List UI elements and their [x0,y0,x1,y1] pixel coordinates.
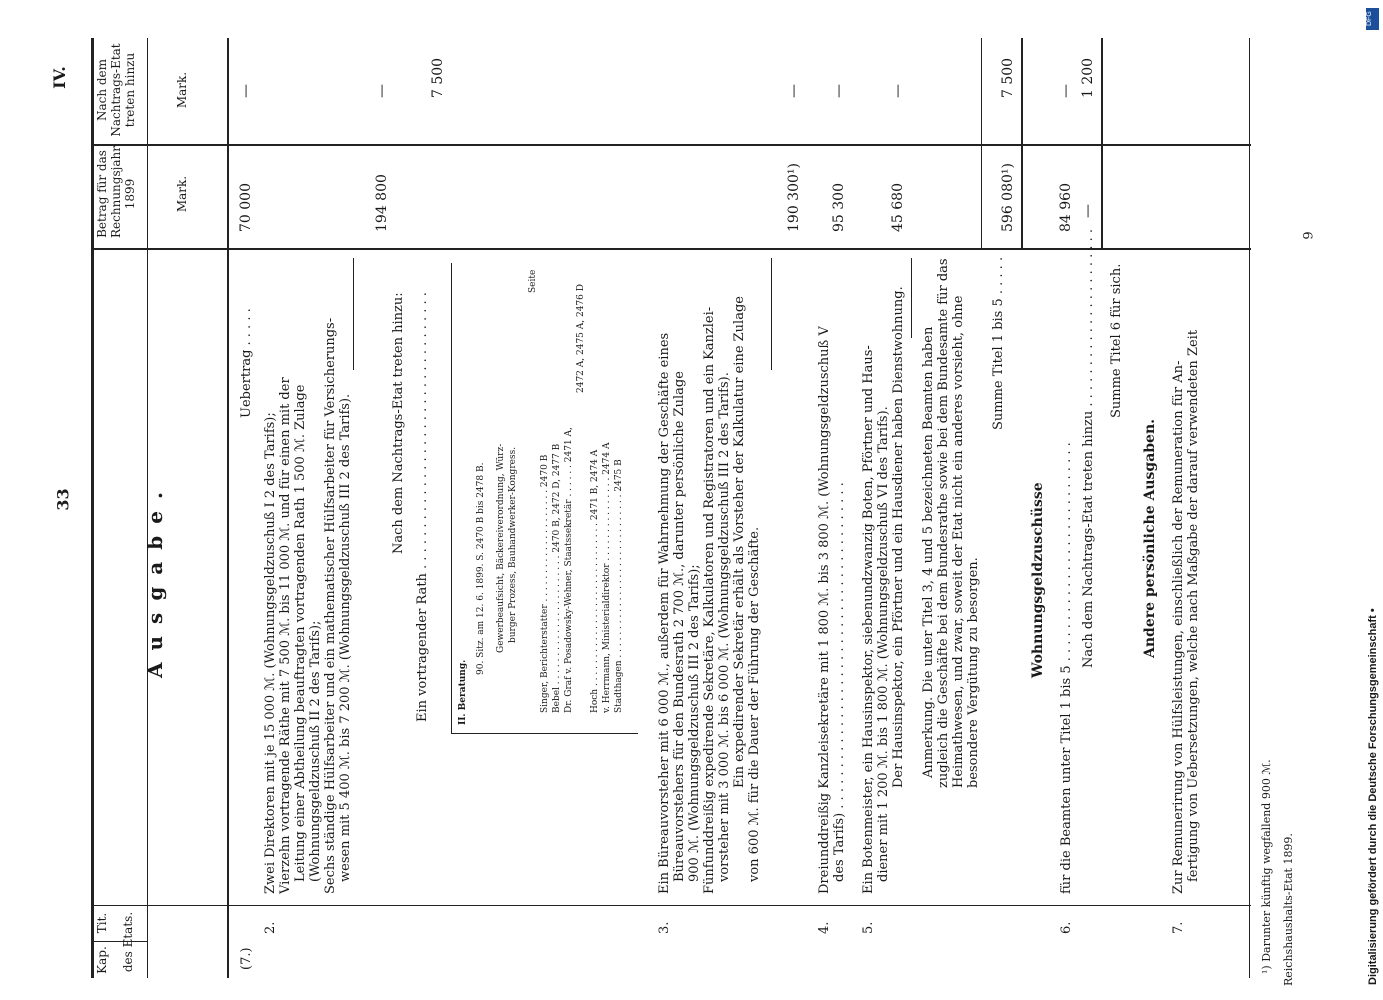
nach-hinzu-label: Nach dem Nachtrags-Etat treten hinzu: [391,292,406,554]
r5-line-2: diener mit 1 200 ℳ. bis 1 800 ℳ. (Wohnungsgeldzuschuß VI des Tarifs). [876,406,891,882]
col-kap-header: Kap. [95,946,109,974]
section-number: IV. [49,66,69,89]
nach-r6b: 1 200 [1080,57,1096,98]
r7-line-1: Zur Remunerirung von Hülfsleistungen, einschließlich der Remuneration für An- [1171,360,1186,894]
titel-4: 4. [817,921,832,934]
r2-line-4: (Wohnungsgeldzuschuß II 2 des Tarifs); [308,620,323,882]
nach-r6: — [1058,84,1074,98]
col-tit-header: Tit. [95,912,109,934]
speaker-1: Singer, Berichterstatter . . . . . . . . . . . . . . . . . . . . 2470 B [540,454,550,713]
r3-line-2: Büreauvorstehers für den Bundesrath 2 700 ℳ., darunter persönliche Zulage [672,371,687,882]
section-title: Ausgabe. [143,480,167,678]
titel-2: 2. [263,921,278,934]
r5-line-3: Der Hausinspektor, ein Pförtner und ein Hausdiener haben Dienstwohnung. [891,286,906,788]
ledger-table [91,38,1271,978]
anmerkung-line-2: zugleich die Geschäfte bei dem Bundesrathe sowie bei dem Bundesamte für das [936,258,951,788]
r7-line-2: fertigung von Uebersetzungen, welche nach Maßgabe der darauf verwendeten Zeit [1186,329,1201,882]
amount-r5: 45 680 [890,183,906,232]
speaker-4: Hoch . . . . . . . . . . . . . . . . . . . . . . . . . . . . . 2471 B, 2474 A [590,449,600,713]
amount-uebertrag: 70 000 [238,183,254,232]
sitz-line: 90. Sitz. am 12. 6. 1899. S. 2470 B bis 2478 B. [476,462,486,675]
col-nach-unit: Mark. [175,71,189,109]
r2-line-5: Sechs ständige Hülfsarbeiter und ein mathematischer Hülfsarbeiter für Versicherungs- [323,317,338,894]
dfg-logo: DFG [1366,8,1379,30]
nach-r2: — [374,84,390,98]
speaker-5: v. Herrmann, Ministerialdirektor . . . . . . . . . . . . . . . 2474 A [602,442,612,713]
r2-line-1: Zwei Direktoren mit je 15 000 ℳ. (Wohnungsgeldzuschuß I 2 des Tarifs); [263,412,278,894]
r3-line-4: Fünfunddreißig expedirende Sekretäre, Kalkulatoren und Registratoren und ein Kanzlei- [702,306,717,894]
titel-7: 7. [1171,921,1186,934]
col-des-etats-header: des Etats. [121,911,135,973]
col-nach-header: Nach dem Nachtrags-Etat treten hinzu [95,43,137,137]
amount-r6b: — [1080,204,1096,218]
r6-line-1: für die Beamten unter Titel 1 bis 5 . . . . . . . . . . . . . . . . . . . . . . . . . . . [1059,442,1074,894]
r3-line-3: 900 ℳ. (Wohnungsgeldzuschuß III 2 des Tarifs); [687,564,702,882]
seite-label: Seite [528,269,538,293]
r5-line-1: Ein Botenmeister, ein Hausinspektor, siebenundzwanzig Boten, Pförtner und Haus- [861,345,876,894]
beratung-box [451,263,638,734]
speaker-3b: 2472 A, 2475 A, 2476 D [576,284,586,393]
r3-line-7: von 600 ℳ. für die Dauer der Führung der Geschäfte. [747,526,762,882]
titel-5: 5. [861,921,876,934]
col-betrag-unit: Mark. [175,175,189,213]
nach-summe-1-5: 7 500 [1000,57,1016,98]
anmerkung-line-1: Anmerkung. Die unter Titel 3, 4 und 5 bezeichneten Beamten haben [921,326,936,778]
r4-line-1: Dreiunddreißig Kanzleisekretäre mit 1 800 ℳ. bis 3 800 ℳ. (Wohnungsgeldzuschuß V [817,326,832,894]
amount-r4: 95 300 [831,183,847,232]
r2-line-6: wesen mit 5 400 ℳ. bis 7 200 ℳ. (Wohnungsgeldzuschuß III 2 des Tarifs). [338,393,353,882]
footer-left: Reichshaushalts-Etat 1899. [1282,833,1295,986]
r2-line-3: Leitung einer Abtheilung beauftragten vortragenden Rath 1 500 ℳ. Zulage [293,384,308,882]
uebertrag-label: Uebertrag . . . . . [239,308,254,418]
titel-3: 3. [657,921,672,934]
speaker-3: Dr. Graf v. Posadowsky-Wehner, Staatssekretär . . . . . . 2471 A, [564,427,574,713]
nach-r4: — [831,84,847,98]
nach-uebertrag: — [238,84,254,98]
amount-r3: 190 300¹) [786,163,802,232]
anmerkung-line-4: besondere Vergütung zu besorgen. [966,557,981,788]
speaker-6: Stadthagen . . . . . . . . . . . . . . . . . . . . . . . . . . . . . 2475 B [614,459,624,713]
kap-number: (7.) [239,947,254,970]
summe-1-5-label: Summe Titel 1 bis 5 . . . . . [991,256,1006,430]
r2-line-2: Vierzehn vortragende Räthe mit 7 500 ℳ. bis 11 000 ℳ. und für einen mit der [278,377,293,894]
r6-line-2: Nach dem Nachtrags-Etat treten hinzu . . . . . . . . . . . . . . . . . . . . . . [1081,228,1096,668]
amount-r2: 194 800 [374,174,390,232]
wohnungsgeld-heading: Wohnungsgeldzuschüsse [1030,482,1046,678]
anmerkung-line-3: Heimathwesen, und zwar, soweit der Etat nicht ein anderes vorsieht, ohne [951,295,966,788]
beratung-label: II. Beratung. [458,659,468,725]
page-number: 33 [53,488,73,511]
summe-6-label: Summe Titel 6 für sich. [1109,263,1124,418]
amount-r6: 84 960 [1058,183,1074,232]
amount-summe-1-5: 596 080¹) [1000,163,1016,232]
gewerbe-line-1: Gewerbeaufsicht, Bäckereiverordnung, Würz- [496,443,506,653]
col-betrag-header: Betrag für das Rechnungsjahr 1899 [95,146,137,238]
nach-r3: — [786,84,802,98]
andere-heading: Andere persönliche Ausgaben. [1142,418,1158,658]
r3-line-6: Ein expedirender Sekretär erhält als Vorsteher der Kalkulatur eine Zulage [732,296,747,788]
footer-page-number: 9 [1301,231,1317,240]
footnote: ¹) Darunter künftig wegfallend 900 ℳ. [1260,759,1273,974]
nach-r5: — [890,84,906,98]
r3-line-5: vorsteher mit 3 000 ℳ. bis 6 000 ℳ. (Wohnungsgeldzuschuß III 2 des Tarifs). [717,372,732,882]
r3-line-1: Ein Büreauvorsteher mit 6 000 ℳ., außerdem für Wahrnehmung der Geschäfte eines [657,332,672,894]
digitization-credit: Digitalisierung gefördert durch die Deutsche Forschungsgemeinschaft • [1367,608,1379,985]
gewerbe-line-2: burger Prozess, Bauhandwerker-Kongress. [508,446,518,643]
ein-rath-label: Ein vortragender Rath . . . . . . . . . . . . . . . . . . . . . . . . . . . . . . . . . . [415,292,430,722]
titel-6: 6. [1059,921,1074,934]
nach-rath: 7 500 [430,57,446,98]
speaker-2: Bebel . . . . . . . . . . . . . . . . . . . . . . . 2470 B, 2472 D, 2477 B [552,443,562,713]
r4-line-2: des Tarifs) . . . . . . . . . . . . . . . . . . . . . . . . . . . . . . . . . . . . . . . . [832,482,847,882]
